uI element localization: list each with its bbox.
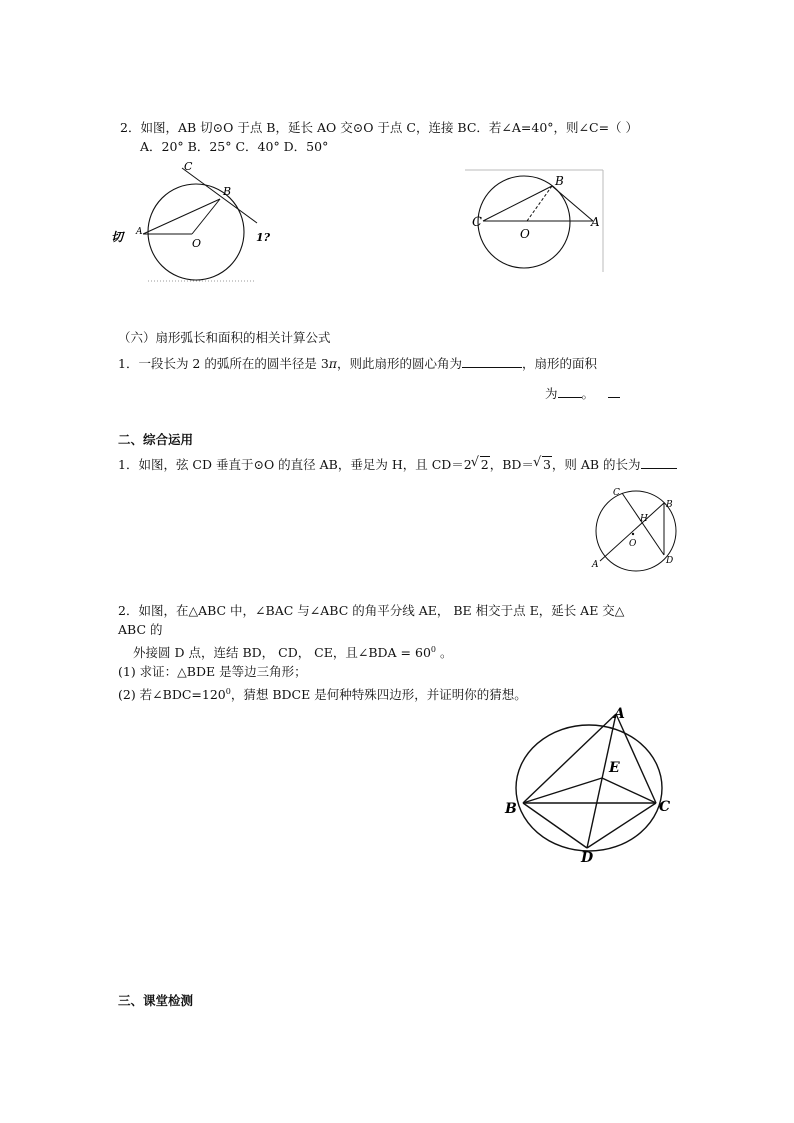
extra-blank <box>608 385 620 398</box>
section2-q2-figure <box>498 700 688 868</box>
fig1-label-o: O <box>192 237 202 250</box>
fig3-label-a: A <box>592 560 599 570</box>
fig1-label-b: B <box>223 185 232 198</box>
section2-title: 二、综合运用 <box>118 432 194 447</box>
fig4-label-b: B <box>505 801 517 817</box>
section6-q1-line2-a: 为 <box>545 386 558 401</box>
section2-q1-a: 1．如图，弦 CD 垂直于⊙O 的直径 AB，垂足为 H，且 CD＝2 <box>118 457 472 472</box>
q2-options: A．20° B．25° C．40° D．50° <box>140 139 329 154</box>
section2-q1 <box>118 456 677 473</box>
section2-q2-line2: ABC 的 <box>118 622 163 637</box>
section2-q1-c: ，则 AB 的长为 <box>551 457 641 472</box>
fig3-label-c: C <box>613 488 620 498</box>
section2-q2-part2: (2) 若$\angle BDC=120^0$，猜想 BDCE 是何种特殊四边形，并证明你的猜想。 <box>118 687 527 703</box>
fig4-label-e: E <box>609 760 620 776</box>
fig3-label-d: D <box>666 556 674 566</box>
section6-q1-part3: ，扇形的面积 <box>522 356 598 371</box>
angle-answer-blank[interactable] <box>462 355 522 368</box>
ab-answer-blank[interactable] <box>641 456 677 469</box>
section6-q1-line2-b: 。 <box>581 386 595 401</box>
section6-q1-part2: ，则此扇形的圆心角为 <box>337 356 463 371</box>
fig1-label-right: 1? <box>256 231 271 244</box>
fig4-label-a: A <box>614 706 625 722</box>
fig2-label-b: B <box>555 174 564 188</box>
section2-q2-part1: (1) 求证：△BDE 是等边三角形； <box>118 664 307 679</box>
fig2-label-c: C <box>472 215 482 230</box>
fig3-label-h: H <box>640 514 648 524</box>
section3-title: 三、课堂检测 <box>118 993 194 1008</box>
fig1-label-left: 切 <box>111 230 124 244</box>
sqrt-2: √ 2 <box>472 457 490 473</box>
fig4-label-d: D <box>581 850 594 866</box>
sqrt-3: √ 3 <box>534 457 552 473</box>
q2-figure-left <box>110 155 280 285</box>
section2-q1-b: ，BD＝ <box>489 457 534 472</box>
fig3-label-b: B <box>666 500 673 510</box>
fig4-label-c: C <box>659 799 671 815</box>
section6-q1-part1: 1．一段长为 2 的弧所在的圆半径是 3 <box>118 356 329 371</box>
section2-q2-line3: 外接圆 D 点，连结 BD， CD， CE，且∠BDA = $60^0$ 。 <box>133 645 453 661</box>
fig1-label-c: C <box>184 160 193 173</box>
section2-q1-figure <box>586 485 682 577</box>
section6-q1 <box>118 355 597 372</box>
q2-prompt: 2．如图，AB 切⊙O 于点 B，延长 AO 交⊙O 于点 C，连接 BC．若∠A=40°，则∠C=（ ） <box>120 120 639 135</box>
section6-q1-line2 <box>545 385 620 402</box>
fig2-label-o: O <box>520 227 530 241</box>
area-answer-blank[interactable] <box>558 385 582 398</box>
section6-title: （六）扇形弧长和面积的相关计算公式 <box>118 330 331 345</box>
fig1-label-a: A <box>136 227 143 237</box>
pi-symbol: π <box>328 356 337 371</box>
section2-q2-line1: 2．如图，在△ABC 中，∠BAC 与∠ABC 的角平分线 AE， BE 相交于点 E，延长 AE 交△ <box>118 603 625 618</box>
fig3-label-o: O <box>629 539 637 549</box>
fig2-label-a: A <box>591 215 600 229</box>
q2-figure-right <box>465 168 610 276</box>
